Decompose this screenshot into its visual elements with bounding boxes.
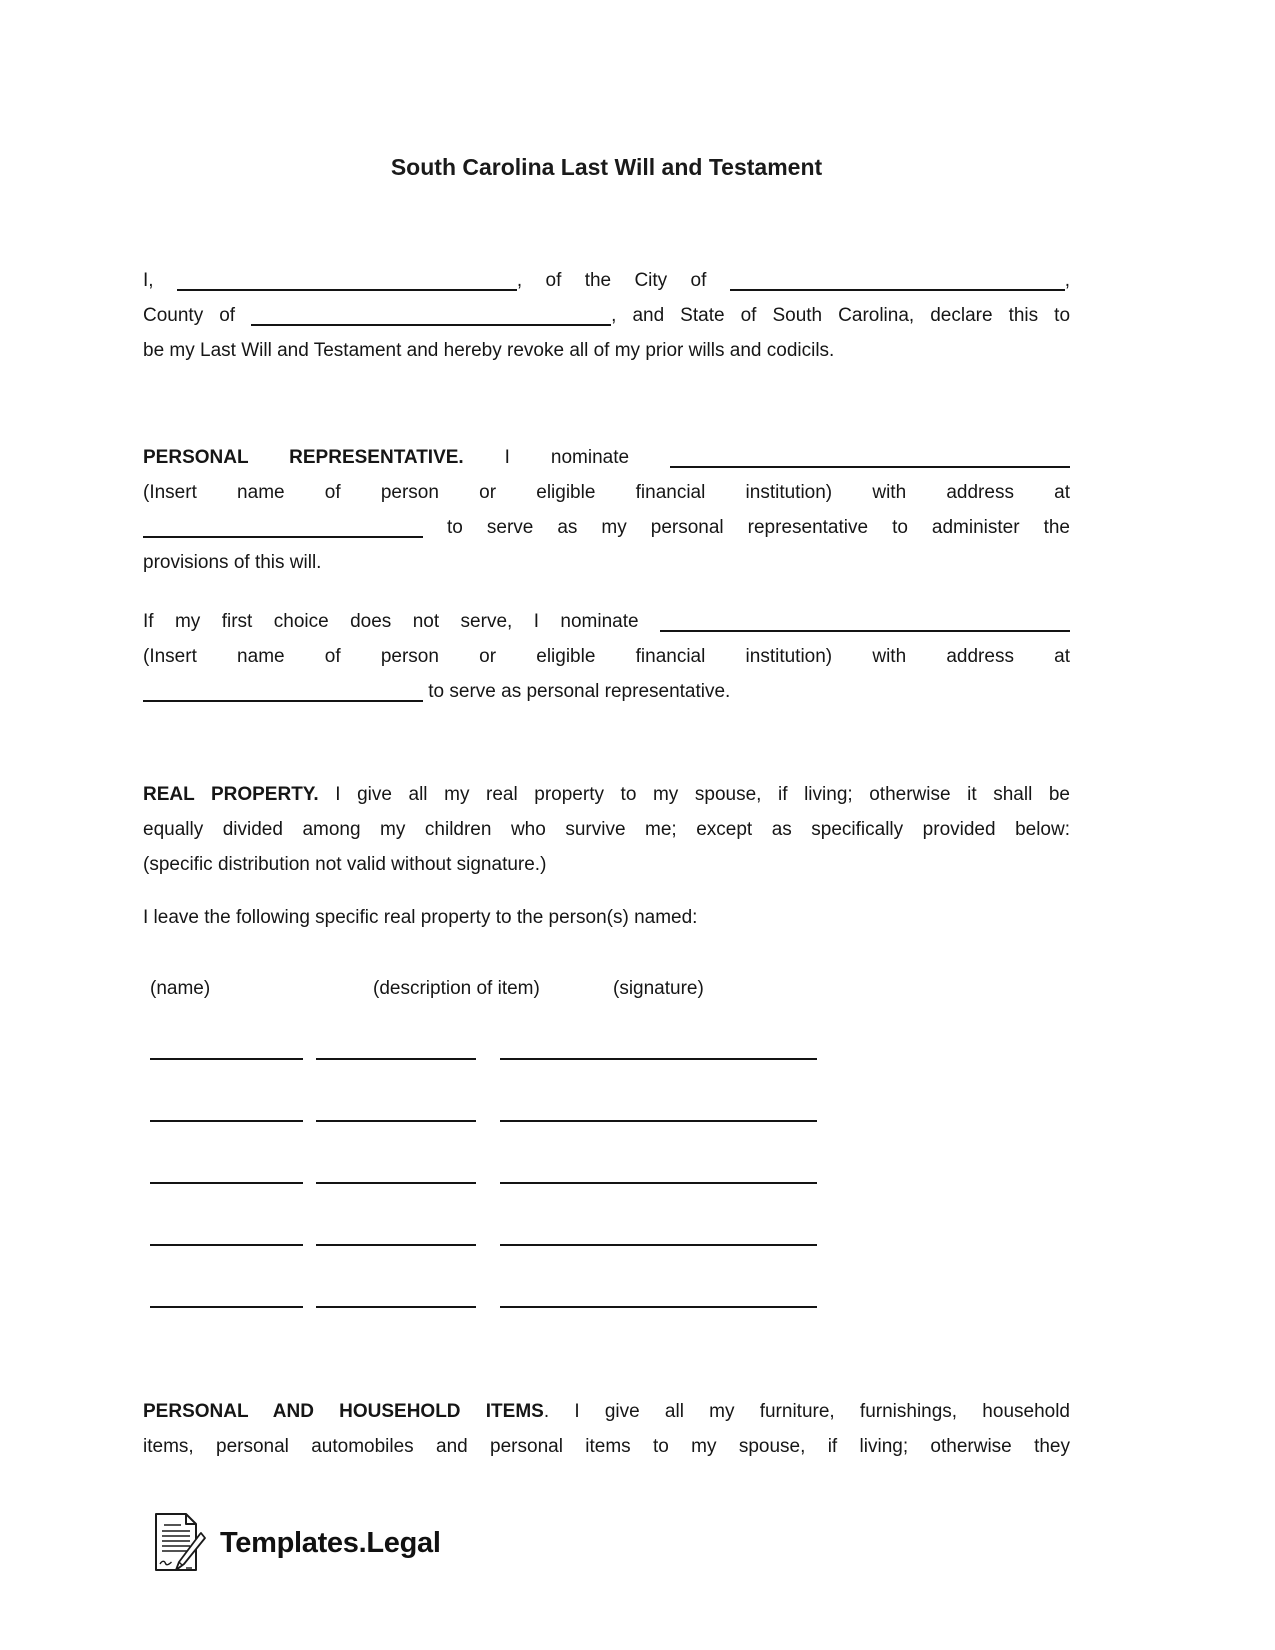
alternate-intro-text: If my first choice does not serve, I nominate [143, 611, 639, 632]
intro-text: be my Last Will and Testament and hereby revoke all of my prior wills and codicils. [143, 340, 835, 361]
real-property-text: equally divided among my children who survive me; except as specifically provided below: [143, 819, 1070, 840]
serve-primary-text: to serve as my personal representative to administer the [447, 517, 1070, 538]
table-row [143, 1006, 1070, 1060]
intro-text: I, [143, 270, 154, 291]
intro-paragraph [143, 263, 1070, 368]
insert-note-text: (Insert name of person or eligible financial institution) with address at [143, 482, 1070, 503]
blank-representative-name [670, 466, 1070, 468]
column-header-signature: (signature) [613, 978, 704, 999]
blank-representative-address [143, 536, 423, 538]
personal-representative-heading: PERSONAL REPRESENTATIVE. [143, 447, 464, 468]
intro-text: , and State of South Carolina, declare this to [611, 305, 1071, 326]
column-header-description: (description of item) [373, 978, 540, 999]
blank-description-line [316, 1306, 476, 1308]
blank-county [251, 324, 611, 326]
templates-legal-logo [148, 1512, 1070, 1574]
real-property-text: (specific distribution not valid without signature.) [143, 854, 547, 875]
real-property-text: I give all my real property to my spouse, if living; otherwise it shall be [335, 784, 1070, 805]
real-property-heading: REAL PROPERTY. [143, 784, 319, 805]
document-pen-icon [148, 1512, 206, 1574]
intro-text: , [1064, 270, 1070, 291]
insert-note-text: (Insert name of person or eligible financial institution) with address at [143, 646, 1070, 667]
intro-text: County of [143, 305, 236, 326]
document-title: South Carolina Last Will and Testament [390, 154, 823, 180]
intro-text: , of the City of [516, 270, 707, 291]
leave-property-line [143, 900, 1070, 935]
property-table-header [143, 971, 1070, 1006]
table-row [143, 1122, 1070, 1184]
personal-household-heading: PERSONAL AND HOUSEHOLD ITEMS [143, 1401, 544, 1422]
personal-household-paragraph [143, 1394, 1070, 1464]
table-row [143, 1060, 1070, 1122]
personal-household-text: items, personal automobiles and personal items to my spouse, if living; otherwise they [143, 1436, 1070, 1457]
blank-testator-name [177, 289, 517, 291]
blank-alternate-address [143, 700, 423, 702]
serve-alternate-text: to serve as personal representative. [428, 681, 731, 702]
table-row [143, 1246, 1070, 1308]
intro-line-3 [143, 333, 1070, 368]
intro-line-2 [143, 298, 1070, 333]
intro-line-1 [143, 263, 1070, 298]
nominate-text: I nominate [504, 447, 630, 468]
blank-signature-line [500, 1306, 817, 1308]
leave-property-text: I leave the following specific real property to the person(s) named: [143, 907, 698, 928]
blank-city [730, 289, 1065, 291]
personal-household-text: . I give all my furniture, furnishings, household [543, 1401, 1070, 1422]
blank-alternate-name [660, 630, 1070, 632]
personal-representative-paragraph [143, 440, 1070, 580]
column-header-name: (name) [150, 978, 211, 999]
brand-name: Templates.Legal [220, 1526, 441, 1559]
table-row [143, 1184, 1070, 1246]
blank-name-line [150, 1306, 303, 1308]
property-table-rows [143, 1006, 1070, 1308]
provisions-text: provisions of this will. [143, 552, 322, 573]
real-property-paragraph [143, 777, 1070, 882]
alternate-representative-paragraph [143, 604, 1070, 709]
